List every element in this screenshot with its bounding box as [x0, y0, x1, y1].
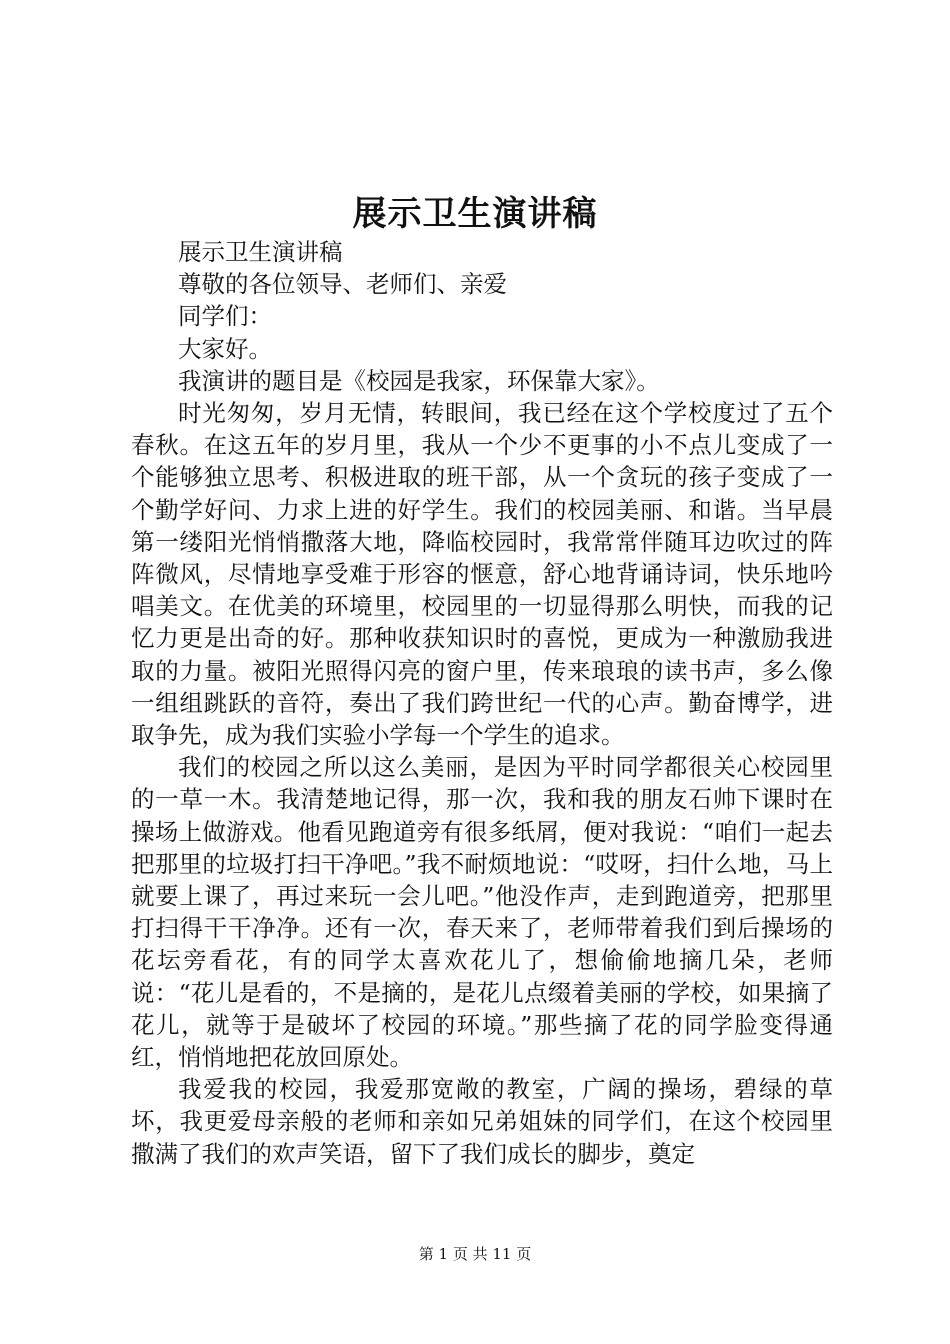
paragraph: 我爱我的校园，我爱那宽敞的教室，广阔的操场，碧绿的草坏，我更爱母亲般的老师和亲如兄弟姐妹的同学们，在这个校园里撒满了我们的欢声笑语，留下了我们成长的脚步，奠定 — [131, 1075, 833, 1168]
paragraph: 我演讲的题目是《校园是我家，环保靠大家》。 — [178, 366, 660, 395]
paragraph: 尊敬的各位领导、老师们、亲爱 — [178, 270, 507, 299]
document-body — [131, 236, 833, 1170]
paragraph: 时光匆匆，岁月无情，转眼间，我已经在这个学校度过了五个春秋。在这五年的岁月里，我从一个少不更事的小不点儿变成了一个能够独立思考、积极进取的班干部，从一个贪玩的孩子变成了一个勤学好问、力求上进的好学生。我们的校园美丽、和谐。当早晨第一缕阳光悄悄撒落大地，降临校园时，我常常伴随耳边吹过的阵阵微风，尽情地享受难于形容的惬意，舒心地背诵诗词，快乐地吟唱美文。在优美的环境里，校园里的一切显得那么明快，而我的记忆力更是出奇的好。那种收获知识时的喜悦，更成为一种激励我进取的力量。被阳光照得闪亮的窗户里，传来琅琅的读书声，多么像一组组跳跃的音符，奏出了我们跨世纪一代的心声。勤奋博学，进取争先，成为我们实验小学每一个学生的追求。 — [131, 399, 833, 750]
paragraph: 同学们： — [178, 302, 272, 331]
paragraph: 展示卫生演讲稿 — [178, 238, 343, 266]
document-title: 展示卫生演讲稿 — [352, 194, 598, 234]
paragraph: 大家好。 — [178, 334, 272, 363]
paragraph: 我们的校园之所以这么美丽，是因为平时同学都很关心校园里的一草一木。我清楚地记得，那一次，我和我的朋友石帅下课时在操场上做游戏。他看见跑道旁有很多纸屑，便对我说：“咱们一起去把那里的垃圾打扫干净吧。”我不耐烦地说：“哎呀，扫什么地，马上就要上课了，再过来玩一会儿吧。”他没作声，走到跑道旁，把那里打扫得干干净净。还有一次，春天来了，老师带着我们到后操场的花坛旁看花，有的同学太喜欢花儿了，想偷偷地摘几朵，老师说：“花儿是看的，不是摘的，是花儿点缀着美丽的学校，如果摘了花儿，就等于是破坏了校园的环境。”那些摘了花的同学脸变得通红，悄悄地把花放回原处。 — [131, 753, 833, 1072]
page-footer: 第 1 页 共 11 页 — [418, 1245, 532, 1263]
